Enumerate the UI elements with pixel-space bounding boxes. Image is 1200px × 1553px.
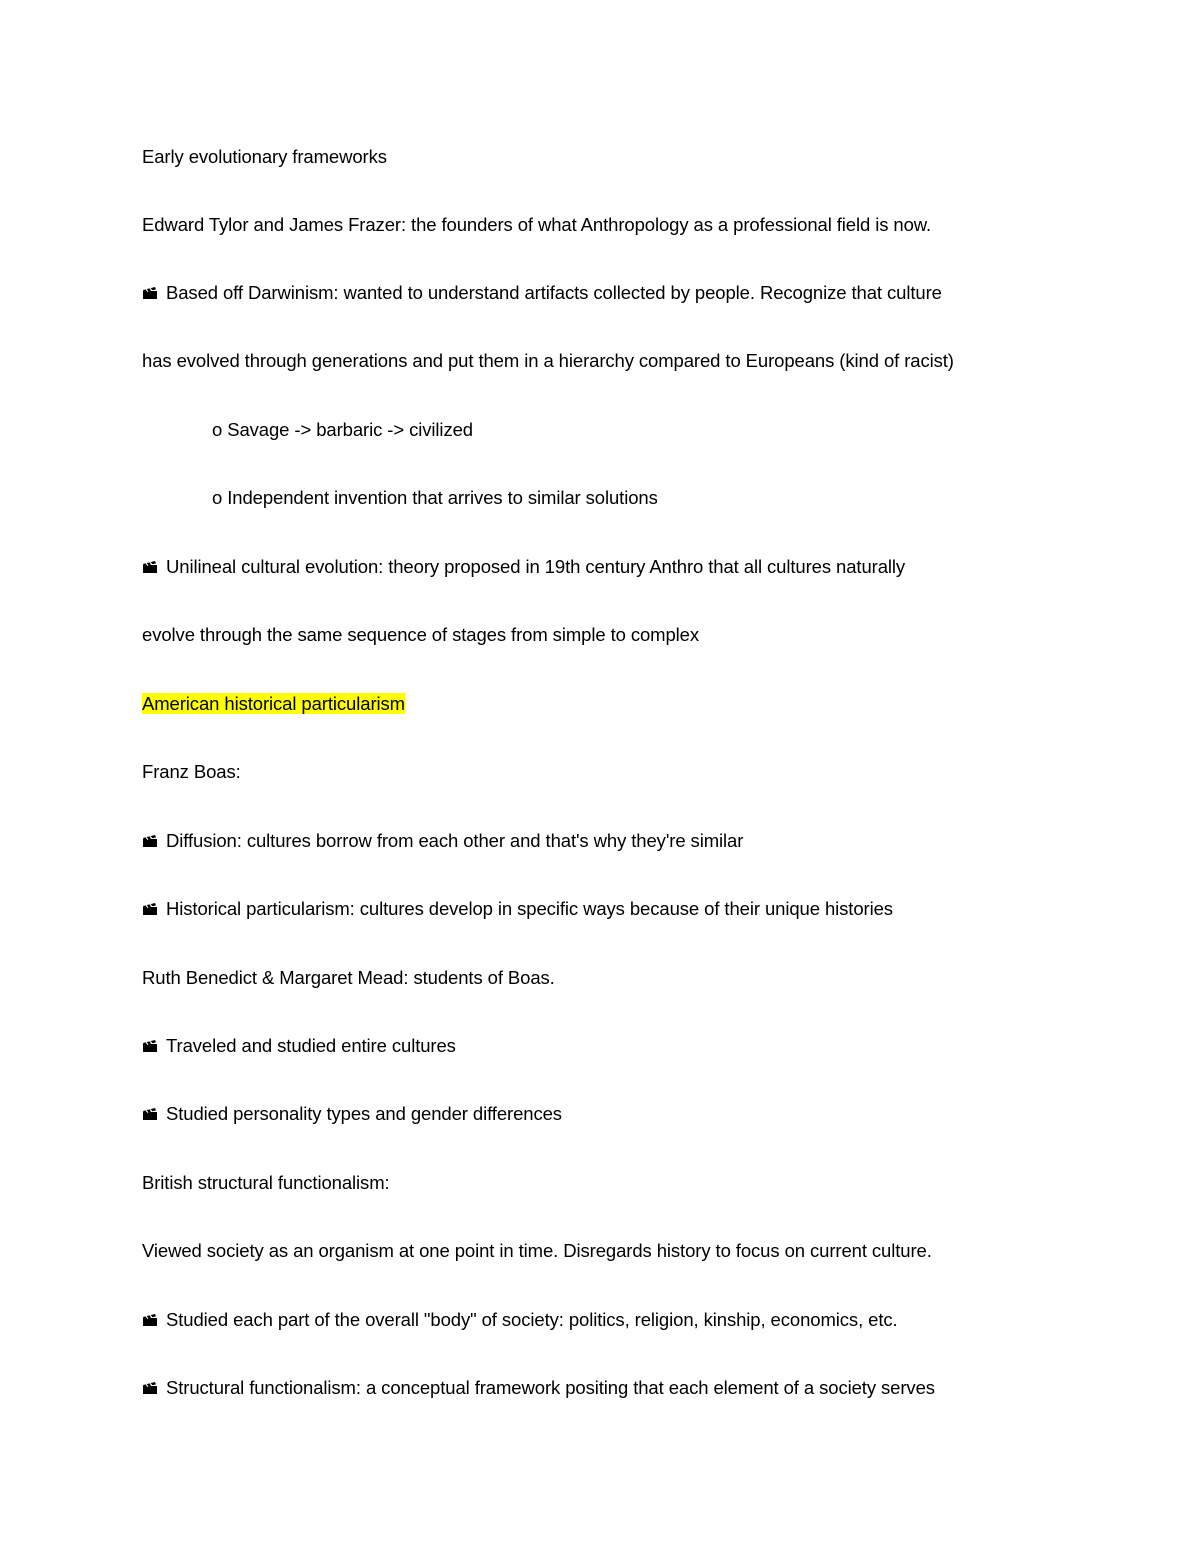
clapperboard-icon xyxy=(142,1107,158,1121)
clapperboard-icon xyxy=(142,1039,158,1053)
sub-bullet-item: o Savage -> barbaric -> civilized xyxy=(212,419,473,440)
clapperboard-icon xyxy=(142,834,158,848)
paragraph-continuation: has evolved through generations and put them in a hierarchy compared to Europeans (kind of racist) xyxy=(142,350,954,371)
clapperboard-icon xyxy=(142,1313,158,1327)
clapperboard-icon xyxy=(142,902,158,916)
clapperboard-icon xyxy=(142,560,158,574)
sub-bullet-item: o Independent invention that arrives to similar solutions xyxy=(212,487,658,508)
paragraph-continuation: evolve through the same sequence of stages from simple to complex xyxy=(142,624,700,645)
heading-american-historical-particularism: American historical particularism xyxy=(142,693,405,714)
clapperboard-icon xyxy=(142,286,158,300)
bullet-item: Studied personality types and gender differences xyxy=(142,1102,562,1126)
paragraph-benedict-mead: Ruth Benedict & Margaret Mead: students of Boas. xyxy=(142,967,555,988)
heading-british-structural-functionalism: British structural functionalism: xyxy=(142,1172,390,1193)
paragraph-franz-boas: Franz Boas: xyxy=(142,761,241,782)
bullet-item: Diffusion: cultures borrow from each other and that's why they're similar xyxy=(142,829,743,853)
bullet-item: Historical particularism: cultures develop in specific ways because of their unique histories xyxy=(142,897,893,921)
clapperboard-icon xyxy=(142,1381,158,1395)
paragraph-tylor-frazer: Edward Tylor and James Frazer: the founders of what Anthropology as a professional field is now. xyxy=(142,214,932,235)
bullet-item: Structural functionalism: a conceptual framework positing that each element of a society serves xyxy=(142,1376,935,1400)
bullet-item: Based off Darwinism: wanted to understand artifacts collected by people. Recognize that culture xyxy=(142,281,942,305)
bullet-item: Studied each part of the overall "body" of society: politics, religion, kinship, economics, etc. xyxy=(142,1308,898,1332)
heading-early-evolutionary-frameworks: Early evolutionary frameworks xyxy=(142,146,387,167)
bullet-item: Traveled and studied entire cultures xyxy=(142,1034,456,1058)
bullet-item: Unilineal cultural evolution: theory proposed in 19th century Anthro that all cultures naturally xyxy=(142,555,905,579)
paragraph-society-organism: Viewed society as an organism at one point in time. Disregards history to focus on current culture. xyxy=(142,1240,932,1261)
